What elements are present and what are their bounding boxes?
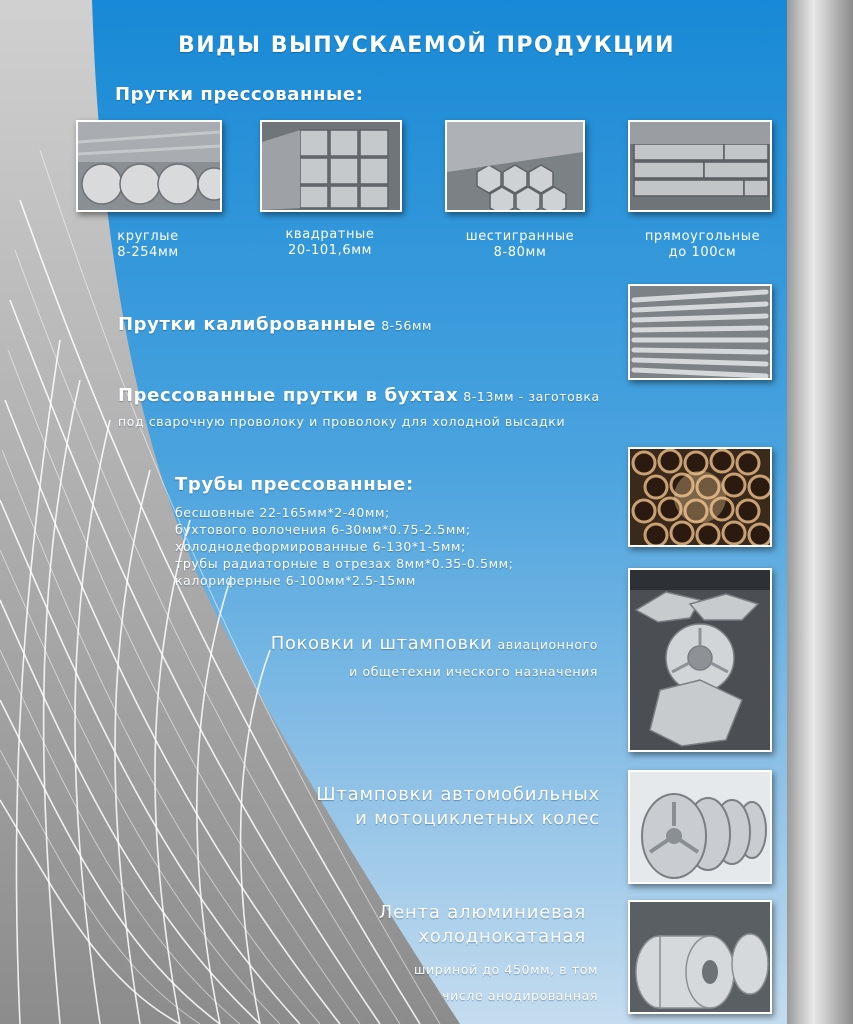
tubes-line-coil-drawing: бухтового волочения 6-30мм*0.75-2.5мм; bbox=[175, 522, 471, 537]
forgings-photo bbox=[628, 568, 772, 752]
round-rods-photo bbox=[76, 120, 222, 212]
calibrated-rods-size: 8-56мм bbox=[381, 318, 433, 333]
coiled-rods-size: 8-13мм - заготовка bbox=[463, 389, 600, 404]
rectangular-rods-size: до 100см bbox=[668, 245, 737, 260]
rectangular-rods-label: прямоугольные bbox=[644, 229, 761, 244]
tubes-line-seamless: бесшовные 22-165мм*2-40мм; bbox=[175, 505, 390, 520]
hexagonal-rods-label: шестигранные bbox=[465, 229, 575, 244]
strip-details bbox=[300, 957, 598, 1009]
forgings-purpose: авиационного bbox=[497, 637, 598, 652]
hexagonal-rods-photo bbox=[445, 120, 585, 212]
round-rods-label: круглые bbox=[117, 229, 179, 244]
pressed-tubes-heading: Трубы прессованные: bbox=[175, 474, 414, 495]
round-rods-caption bbox=[98, 229, 198, 261]
forgings-heading: Поковки и штамповки bbox=[270, 633, 493, 654]
round-rods-size: 8-254мм bbox=[117, 245, 179, 260]
calibrated-rods-heading: Прутки калиброванные bbox=[118, 314, 377, 335]
tubes-line-cold-deformed: холоднодеформированные 6-130*1-5мм; bbox=[175, 539, 466, 554]
strip-title bbox=[300, 901, 586, 949]
strip-line4: числе анодированная bbox=[442, 988, 598, 1003]
forgings-line1 bbox=[226, 633, 598, 654]
hexagonal-rods-caption bbox=[455, 229, 585, 261]
strip-photo bbox=[628, 900, 772, 1014]
pressed-rods-heading: Прутки прессованные: bbox=[115, 84, 364, 105]
square-rods-label: квадратные bbox=[285, 227, 375, 242]
pressed-tubes-list bbox=[175, 504, 513, 589]
tubes-line-radiator: трубы радиаторные в отрезах 8мм*0.35-0.5мм; bbox=[175, 556, 514, 571]
square-rods-caption bbox=[270, 227, 390, 259]
rectangular-rods-caption bbox=[635, 229, 770, 261]
tubes-photo bbox=[628, 447, 772, 547]
wheels-photo bbox=[628, 770, 772, 884]
calibrated-rods-photo bbox=[628, 284, 772, 380]
strip-line3: шириной до 450мм, в том bbox=[414, 962, 598, 977]
wheels-line1: Штамповки автомобильных bbox=[316, 784, 600, 805]
strip-line2: холоднокатаная bbox=[418, 926, 586, 947]
forgings-line2: и общетехни ического назначения bbox=[349, 664, 598, 679]
calibrated-rods-line bbox=[118, 314, 432, 335]
tubes-line-heater: калориферные 6-100мм*2.5-15мм bbox=[175, 573, 416, 588]
page-title: ВИДЫ ВЫПУСКАЕМОЙ ПРОДУКЦИИ bbox=[177, 33, 676, 58]
rectangular-rods-photo bbox=[628, 120, 772, 212]
wheels-text bbox=[250, 783, 600, 831]
square-rods-photo bbox=[260, 120, 402, 212]
coiled-rods-heading: Прессованные прутки в бухтах bbox=[118, 385, 459, 406]
strip-line1: Лента алюминиевая bbox=[378, 902, 586, 923]
square-rods-size: 20-101,6мм bbox=[287, 243, 373, 258]
hexagonal-rods-size: 8-80мм bbox=[493, 245, 547, 260]
coiled-rods-line2: под сварочную проволоку и проволоку для холодной высадки bbox=[118, 414, 566, 429]
coiled-rods-line1 bbox=[118, 385, 600, 406]
wheels-line2: и мотоциклетных колес bbox=[355, 808, 600, 829]
